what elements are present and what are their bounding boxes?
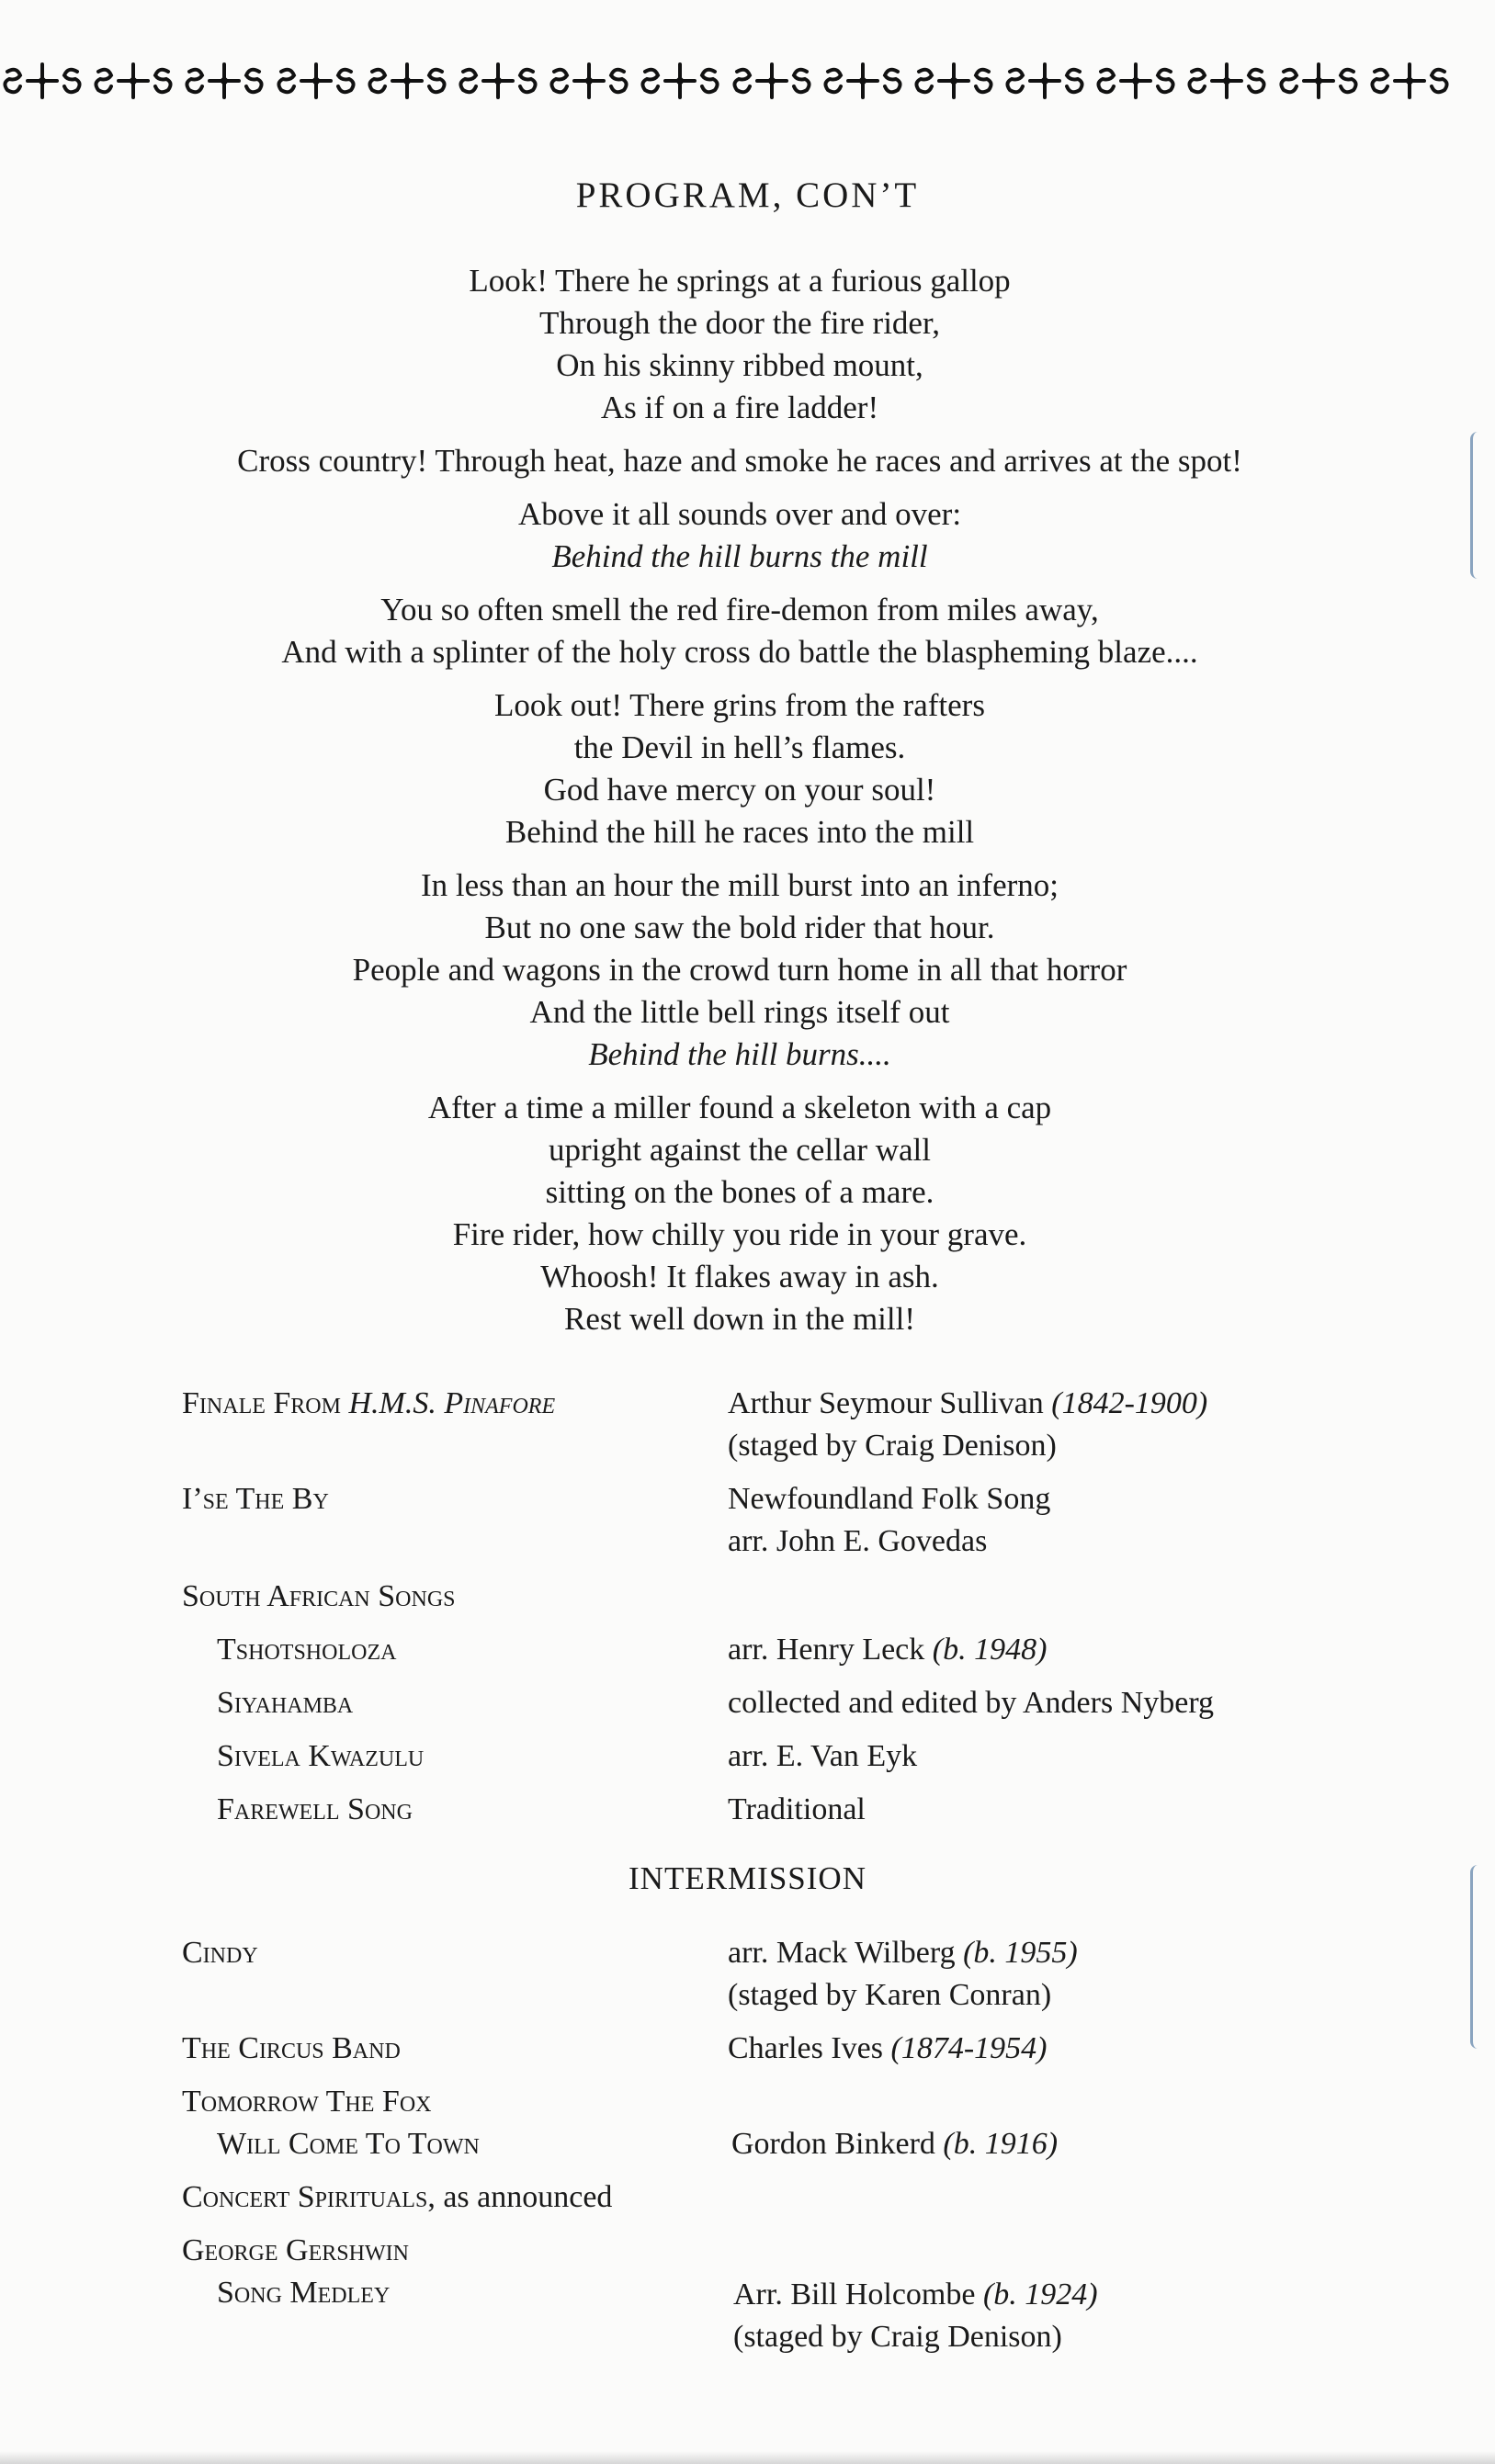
page-edge bbox=[0, 2451, 1495, 2464]
poem-stanza bbox=[0, 440, 1479, 482]
poem-stanza bbox=[0, 1087, 1479, 1340]
fleur-scroll-ornament-icon bbox=[1002, 61, 1087, 101]
program-item-gershwin-staging: (staged by Craig Denison) bbox=[733, 2320, 1062, 2354]
program-item-farewell-composer: Traditional bbox=[728, 1792, 866, 1826]
poem-line: Look out! There grins from the rafters bbox=[494, 687, 985, 723]
program-item-cindy-title: Cindy bbox=[182, 1936, 258, 1970]
poem-line: As if on a fire ladder! bbox=[600, 390, 879, 425]
poem-line: Look! There he springs at a furious gallop bbox=[469, 263, 1011, 299]
program-item-sivela-composer: arr. E. Van Eyk bbox=[728, 1739, 918, 1773]
program-item-finale-title: Finale From H.M.S. Pinafore bbox=[182, 1386, 556, 1420]
program-item-sivela-title: Sivela Kwazulu bbox=[217, 1739, 425, 1773]
fleur-scroll-ornament-icon bbox=[821, 61, 905, 101]
poem bbox=[0, 260, 1479, 1351]
poem-line: Through the door the fire rider, bbox=[539, 305, 940, 341]
poem-line: Above it all sounds over and over: bbox=[517, 496, 962, 532]
poem-stanza bbox=[0, 684, 1479, 853]
program-item-fox-title-line2: Will Come To Town bbox=[217, 2127, 480, 2161]
poem-stanza bbox=[0, 865, 1479, 1076]
program-item-fox-composer: Gordon Binkerd (b. 1916) bbox=[731, 2127, 1059, 2161]
poem-line: Rest well down in the mill! bbox=[563, 1301, 916, 1337]
program-item-tshotsholoza-title: Tshotsholoza bbox=[217, 1633, 397, 1667]
program-item-ise-composer: Newfoundland Folk Song bbox=[728, 1482, 1051, 1516]
program-item-siyahamba-composer: collected and edited by Anders Nyberg bbox=[728, 1686, 1215, 1720]
binder-clip-bottom bbox=[1470, 1865, 1486, 2049]
fleur-scroll-ornament-icon bbox=[1184, 61, 1269, 101]
program-item-cindy-staging: (staged by Karen Conran) bbox=[728, 1978, 1052, 2012]
program-item-finale-composer: Arthur Seymour Sullivan (1842-1900) bbox=[728, 1386, 1208, 1420]
poem-line: But no one saw the bold rider that hour. bbox=[484, 910, 995, 945]
page-title: PROGRAM, CON’T bbox=[575, 175, 920, 215]
poem-line: Behind the hill burns the mill bbox=[551, 538, 928, 574]
fleur-scroll-ornament-icon bbox=[1093, 61, 1178, 101]
poem-line: Behind the hill burns.... bbox=[588, 1036, 891, 1072]
poem-line: Whoosh! It flakes away in ash. bbox=[540, 1259, 939, 1294]
fleur-scroll-ornament-icon bbox=[1367, 61, 1452, 101]
poem-stanza bbox=[0, 260, 1479, 429]
program-item-circus-title: The Circus Band bbox=[182, 2031, 401, 2065]
program-item-circus-composer: Charles Ives (1874-1954) bbox=[728, 2031, 1048, 2065]
program-item-spirituals: Concert Spirituals, as announced bbox=[182, 2180, 613, 2214]
fleur-scroll-ornament-icon bbox=[91, 61, 176, 101]
fleur-scroll-ornament-icon bbox=[456, 61, 540, 101]
poem-line: In less than an hour the mill burst into an inferno; bbox=[420, 867, 1059, 903]
program-item-fox-title-line1: Tomorrow The Fox bbox=[182, 2085, 432, 2119]
program-item-gershwin-composer: Arr. Bill Holcombe (b. 1924) bbox=[733, 2278, 1098, 2311]
program-item-ise-arranger: arr. John E. Govedas bbox=[728, 1524, 988, 1558]
ornamental-border bbox=[0, 59, 1452, 103]
program-item-gershwin-title-line2: Song Medley bbox=[217, 2276, 391, 2310]
poem-line: On his skinny ribbed mount, bbox=[556, 347, 923, 383]
program-item-siyahamba-title: Siyahamba bbox=[217, 1686, 354, 1720]
program-item-finale-staging: (staged by Craig Denison) bbox=[728, 1429, 1057, 1463]
binder-clip-top bbox=[1470, 432, 1486, 579]
poem-line: Cross country! Through heat, haze and smoke he races and arrives at the spot! bbox=[237, 443, 1242, 479]
fleur-scroll-ornament-icon bbox=[912, 61, 996, 101]
poem-line: God have mercy on your soul! bbox=[543, 772, 936, 808]
fleur-scroll-ornament-icon bbox=[182, 61, 266, 101]
poem-line: upright against the cellar wall bbox=[549, 1132, 931, 1168]
fleur-scroll-ornament-icon bbox=[547, 61, 631, 101]
poem-line: the Devil in hell’s flames. bbox=[573, 729, 906, 765]
poem-stanza bbox=[0, 589, 1479, 673]
poem-line: People and wagons in the crowd turn home in all that horror bbox=[352, 952, 1127, 988]
fleur-scroll-ornament-icon bbox=[274, 61, 358, 101]
fleur-scroll-ornament-icon bbox=[365, 61, 449, 101]
program-item-farewell-title: Farewell Song bbox=[217, 1792, 413, 1826]
program-item-tshotsholoza-composer: arr. Henry Leck (b. 1948) bbox=[728, 1633, 1048, 1667]
poem-line: You so often smell the red fire-demon from miles away, bbox=[380, 592, 1099, 627]
program-item-south-african-title: South African Songs bbox=[182, 1579, 456, 1613]
program-item-ise-title: I’se The By bbox=[182, 1482, 329, 1516]
fleur-scroll-ornament-icon bbox=[1276, 61, 1361, 101]
poem-line: sitting on the bones of a mare. bbox=[545, 1174, 934, 1210]
intermission-heading: INTERMISSION bbox=[629, 1860, 866, 1896]
poem-line: Fire rider, how chilly you ride in your grave. bbox=[452, 1216, 1027, 1252]
poem-line: And with a splinter of the holy cross do battle the blaspheming blaze.... bbox=[281, 634, 1198, 670]
poem-line: Behind the hill he races into the mill bbox=[504, 814, 975, 850]
program-item-gershwin-title-line1: George Gershwin bbox=[182, 2233, 409, 2267]
fleur-scroll-ornament-icon bbox=[0, 61, 85, 101]
fleur-scroll-ornament-icon bbox=[730, 61, 814, 101]
poem-line: And the little bell rings itself out bbox=[529, 994, 950, 1030]
poem-line: After a time a miller found a skeleton with a cap bbox=[427, 1090, 1052, 1125]
fleur-scroll-ornament-icon bbox=[638, 61, 722, 101]
program-item-cindy-composer: arr. Mack Wilberg (b. 1955) bbox=[728, 1936, 1078, 1970]
poem-stanza bbox=[0, 493, 1479, 578]
